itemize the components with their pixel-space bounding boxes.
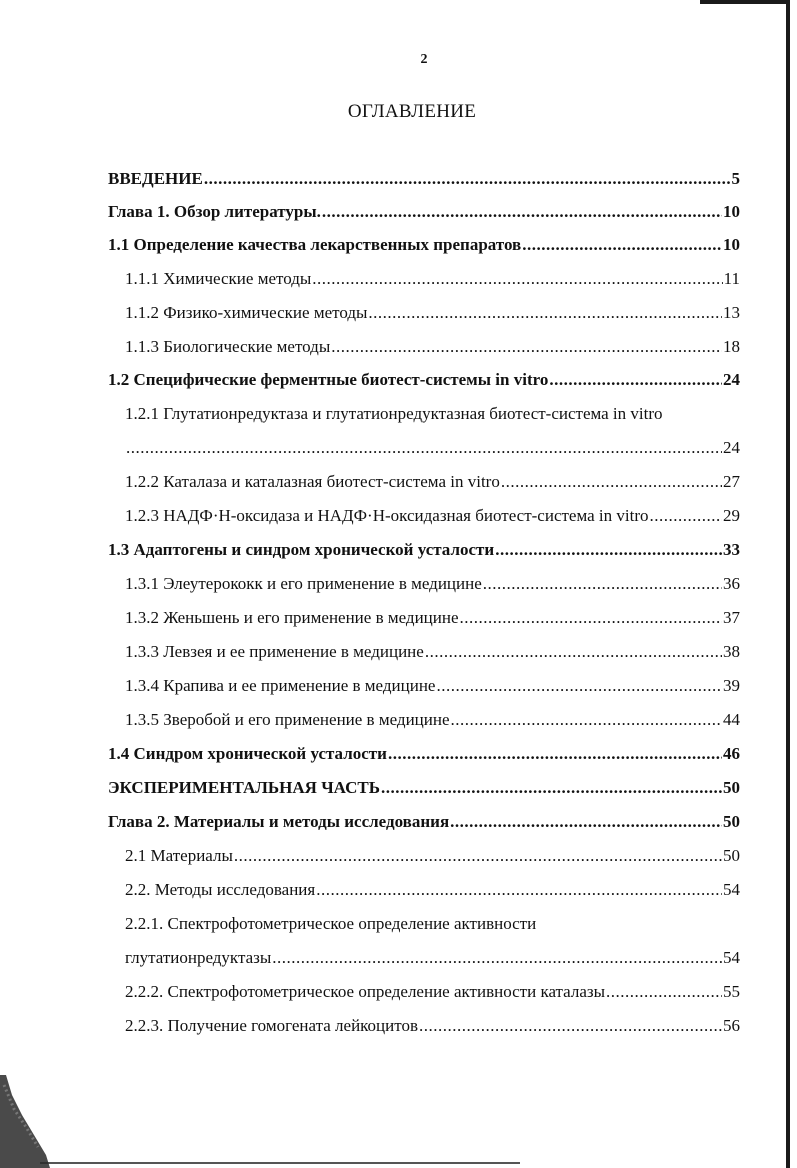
toc-entry-introduction <box>108 168 740 190</box>
toc-entry-page: 18 <box>723 337 740 356</box>
toc-leader <box>649 505 722 527</box>
toc-entry-label: 1.3.1 Элеутерококк и его применение в медицине <box>125 574 482 593</box>
toc-entry-1-3-2 <box>125 607 740 629</box>
toc-entry-label: 2.1 Материалы <box>125 846 233 865</box>
toc-entry-1-1-2 <box>125 302 740 324</box>
toc-entry-label: 1.3.4 Крапива и ее применение в медицине <box>125 676 436 695</box>
toc-leader <box>451 709 722 731</box>
scan-artifact <box>0 1075 50 1168</box>
toc-entry-label: ЭКСПЕРИМЕНТАЛЬНАЯ ЧАСТЬ <box>108 778 380 797</box>
toc-entry-1-2-3 <box>125 505 740 527</box>
toc-entry-page: 54 <box>723 948 740 967</box>
toc-entry-page: 10 <box>723 235 740 254</box>
toc-entry-page: 10 <box>723 202 740 221</box>
toc-entry-label: 1.3.5 Зверобой и его применение в медицине <box>125 710 450 729</box>
toc-entry-page: 24 <box>723 438 740 457</box>
toc-entry-label: 2.2. Методы исследования <box>125 880 316 899</box>
toc-entry-label: Глава 2. Материалы и методы исследования <box>108 812 450 831</box>
toc-entry-1-3-1 <box>125 573 740 595</box>
scan-frame-right <box>786 0 790 1168</box>
toc-leader <box>126 437 722 459</box>
toc-leader <box>495 539 722 561</box>
toc-entry-label: 1.1.2 Физико-химические методы <box>125 303 368 322</box>
toc-leader <box>436 675 722 697</box>
toc-entry-1-3-4 <box>125 675 740 697</box>
toc-entry-1-1-1 <box>125 268 740 290</box>
toc-entry-page: 5 <box>731 169 740 188</box>
scan-frame-top <box>700 0 790 4</box>
toc-entry-page: 50 <box>723 778 740 797</box>
toc-entry-label: 1.3.2 Женьшень и его применение в медицине <box>125 608 459 627</box>
toc-entry-label: 1.1 Определение качества лекарственных препаратов <box>108 235 522 254</box>
toc-entry-1-4 <box>108 743 740 765</box>
toc-leader <box>312 268 722 290</box>
toc-entry-label: 1.2 Специфические ферментные биотест-системы in vitro <box>108 370 549 389</box>
toc-leader <box>501 471 722 493</box>
toc-leader <box>368 302 722 324</box>
toc-entry-2-2-2 <box>125 981 740 1003</box>
toc-leader <box>331 336 722 358</box>
toc-entry-page: 33 <box>723 540 740 559</box>
toc-entry-page: 38 <box>723 642 740 661</box>
toc-entry-1-2-1 <box>125 437 740 459</box>
toc-entry-chapter-1 <box>108 201 740 223</box>
toc-entry-page: 50 <box>723 812 740 831</box>
toc-entry-page: 54 <box>723 880 740 899</box>
toc-entry-page: 56 <box>723 1016 740 1035</box>
toc-entry-2-2-1 <box>125 947 740 969</box>
toc-entry-page: 55 <box>723 982 740 1001</box>
toc-entry-label: 1.2.3 НАДФ·Н-оксидаза и НАДФ·Н-оксидазная биотест-система in vitro <box>125 506 649 525</box>
toc-entry-1-2-1-label: 1.2.1 Глутатионредуктаза и глутатионредуктазная биотест-система in vitro <box>125 404 663 423</box>
toc-entry-2-2 <box>125 879 740 901</box>
toc-entry-page: 27 <box>723 472 740 491</box>
toc-leader <box>272 947 722 969</box>
toc-entry-1-3 <box>108 539 740 561</box>
toc-leader <box>381 777 722 799</box>
toc-leader <box>322 201 722 223</box>
toc-leader <box>204 168 731 190</box>
toc-entry-label: 1.3.3 Левзея и ее применение в медицине <box>125 642 424 661</box>
toc-entry-label: 1.4 Синдром хронической усталости <box>108 744 387 763</box>
toc-entry-label: 1.3 Адаптогены и синдром хронической усталости <box>108 540 495 559</box>
toc-entry-page: 13 <box>723 303 740 322</box>
toc-entry-label: Глава 1. Обзор литературы. <box>108 202 321 221</box>
toc-entry-2-1 <box>125 845 740 867</box>
toc-entry-page: 37 <box>723 608 740 627</box>
toc-entry-label: 1.1.3 Биологические методы <box>125 337 331 356</box>
toc-entry-page: 29 <box>723 506 740 525</box>
toc-leader <box>425 641 722 663</box>
toc-entry-page: 11 <box>723 269 740 288</box>
toc-entry-1-1 <box>108 234 740 256</box>
toc-entry-1-1-3 <box>125 336 740 358</box>
toc-leader <box>606 981 722 1003</box>
toc-leader <box>549 369 722 391</box>
toc-entry-label: 2.2.2. Спектрофотометрическое определение активности каталазы <box>125 982 606 1001</box>
page-number: 2 <box>420 52 428 67</box>
toc-entry-label-cont: глутатионредуктазы <box>125 948 272 967</box>
toc-entry-page: 44 <box>723 710 740 729</box>
toc-leader <box>316 879 722 901</box>
toc-entry-page: 36 <box>723 574 740 593</box>
toc-entry-page: 39 <box>723 676 740 695</box>
toc-entry-label: 1.2.2 Каталаза и каталазная биотест-система in vitro <box>125 472 500 491</box>
toc-entry-label: ВВЕДЕНИЕ <box>108 169 203 188</box>
toc-leader <box>419 1015 722 1037</box>
toc-entry-2-2-1-label: 2.2.1. Спектрофотометрическое определение активности <box>125 914 537 933</box>
toc-leader <box>450 811 722 833</box>
toc-title: ОГЛАВЛЕНИЕ <box>347 101 477 122</box>
toc-leader <box>388 743 722 765</box>
toc-entry-page: 50 <box>723 846 740 865</box>
toc-leader <box>522 234 722 256</box>
toc-entry-2-2-3 <box>125 1015 740 1037</box>
toc-entry-chapter-2 <box>108 811 740 833</box>
scan-frame-bottom <box>40 1162 520 1164</box>
toc-entry-experimental-part <box>108 777 740 799</box>
toc-entry-label: 2.2.3. Получение гомогената лейкоцитов <box>125 1016 418 1035</box>
toc-entry-page: 24 <box>723 370 740 389</box>
toc-entry-label: 1.1.1 Химические методы <box>125 269 312 288</box>
toc-entry-1-2 <box>108 369 740 391</box>
toc-leader <box>483 573 722 595</box>
toc-leader <box>460 607 722 629</box>
toc-leader <box>234 845 722 867</box>
toc-entry-1-3-3 <box>125 641 740 663</box>
toc-entry-page: 46 <box>723 744 740 763</box>
toc-entry-1-3-5 <box>125 709 740 731</box>
toc-entry-1-2-2 <box>125 471 740 493</box>
